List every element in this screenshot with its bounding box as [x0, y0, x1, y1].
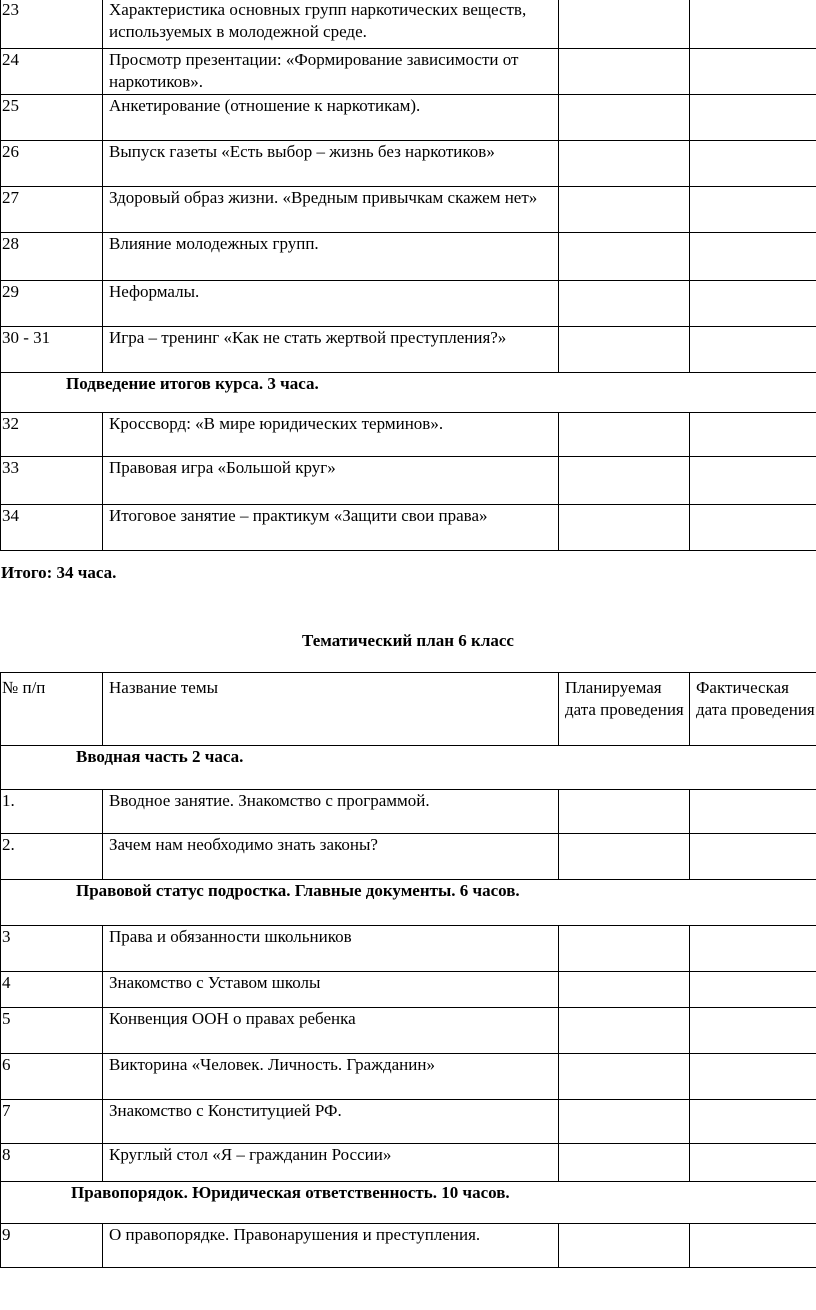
section-heading-row	[1, 1182, 816, 1224]
table-row	[1, 505, 816, 551]
total-hours: Итого: 34 часа.	[1, 563, 117, 582]
planned-date-cell	[559, 49, 690, 95]
table-row	[1, 95, 816, 141]
planned-date-cell	[559, 233, 690, 281]
lesson-number: 5	[1, 1008, 103, 1054]
lesson-plan-table-body	[1, 0, 816, 551]
lesson-topic: Выпуск газеты «Есть выбор – жизнь без наркотиков»	[103, 141, 559, 187]
actual-date-cell	[690, 187, 816, 233]
table-row	[1, 972, 816, 1008]
actual-date-cell	[690, 790, 816, 834]
lesson-number: 27	[1, 187, 103, 233]
planned-date-cell	[559, 790, 690, 834]
table-row	[1, 141, 816, 187]
lesson-topic: Конвенция ООН о правах ребенка	[103, 1008, 559, 1054]
lesson-topic: О правопорядке. Правонарушения и преступления.	[103, 1224, 559, 1268]
lesson-number: 30 - 31	[1, 327, 103, 373]
actual-date-cell	[690, 457, 816, 505]
section-heading: Правовой статус подростка. Главные документы. 6 часов.	[1, 880, 816, 926]
lesson-number: 29	[1, 281, 103, 327]
table-row	[1, 327, 816, 373]
table-row	[1, 281, 816, 327]
actual-date-cell	[690, 1144, 816, 1182]
table-row	[1, 49, 816, 95]
lesson-number: 1.	[1, 790, 103, 834]
section-heading: Подведение итогов курса. 3 часа.	[1, 373, 816, 413]
actual-date-cell	[690, 505, 816, 551]
table-row	[1, 1054, 816, 1100]
lesson-number: 8	[1, 1144, 103, 1182]
table-row	[1, 1008, 816, 1054]
table-row	[1, 790, 816, 834]
planned-date-cell	[559, 1008, 690, 1054]
section-heading-row	[1, 373, 816, 413]
lesson-number: 2.	[1, 834, 103, 880]
actual-date-cell	[690, 972, 816, 1008]
section-heading: Правопорядок. Юридическая ответственность. 10 часов.	[1, 1182, 816, 1224]
planned-date-cell	[559, 413, 690, 457]
plan-title: Тематический план 6 класс	[302, 631, 514, 650]
table-row	[1, 413, 816, 457]
lesson-topic: Анкетирование (отношение к наркотикам).	[103, 95, 559, 141]
table-header-row	[1, 673, 816, 746]
planned-date-cell	[559, 1224, 690, 1268]
table-row	[1, 1144, 816, 1182]
lesson-number: 6	[1, 1054, 103, 1100]
actual-date-cell	[690, 1054, 816, 1100]
section-heading: Вводная часть 2 часа.	[1, 746, 816, 790]
actual-date-cell	[690, 49, 816, 95]
actual-date-cell	[690, 233, 816, 281]
lesson-topic: Зачем нам необходимо знать законы?	[103, 834, 559, 880]
table-row	[1, 1100, 816, 1144]
actual-date-cell	[690, 834, 816, 880]
actual-date-cell	[690, 1224, 816, 1268]
header-topic: Название темы	[103, 673, 559, 746]
actual-date-cell	[690, 95, 816, 141]
table-row	[1, 457, 816, 505]
table-row	[1, 834, 816, 880]
lesson-topic: Права и обязанности школьников	[103, 926, 559, 972]
planned-date-cell	[559, 1054, 690, 1100]
lesson-plan-table-continued	[0, 0, 816, 551]
lesson-topic: Характеристика основных групп наркотических веществ, используемых в молодежной среде.	[103, 0, 559, 49]
actual-date-cell	[690, 281, 816, 327]
lesson-number: 33	[1, 457, 103, 505]
planned-date-cell	[559, 834, 690, 880]
planned-date-cell	[559, 141, 690, 187]
header-actual-date: Фактическая дата проведения	[690, 673, 816, 746]
lesson-number: 32	[1, 413, 103, 457]
planned-date-cell	[559, 187, 690, 233]
actual-date-cell	[690, 0, 816, 49]
lesson-number: 9	[1, 1224, 103, 1268]
planned-date-cell	[559, 1100, 690, 1144]
lesson-number: 4	[1, 972, 103, 1008]
section-heading-row	[1, 746, 816, 790]
actual-date-cell	[690, 327, 816, 373]
lesson-topic: Просмотр презентации: «Формирование зависимости от наркотиков».	[103, 49, 559, 95]
table-row	[1, 926, 816, 972]
lesson-topic: Знакомство с Конституцией РФ.	[103, 1100, 559, 1144]
planned-date-cell	[559, 505, 690, 551]
planned-date-cell	[559, 457, 690, 505]
actual-date-cell	[690, 413, 816, 457]
planned-date-cell	[559, 281, 690, 327]
lesson-number: 7	[1, 1100, 103, 1144]
planned-date-cell	[559, 0, 690, 49]
lesson-number: 23	[1, 0, 103, 49]
lesson-number: 25	[1, 95, 103, 141]
planned-date-cell	[559, 95, 690, 141]
lesson-topic: Здоровый образ жизни. «Вредным привычкам скажем нет»	[103, 187, 559, 233]
lesson-topic: Круглый стол «Я – гражданин России»	[103, 1144, 559, 1182]
lesson-topic: Викторина «Человек. Личность. Гражданин»	[103, 1054, 559, 1100]
lesson-number: 28	[1, 233, 103, 281]
table-row	[1, 187, 816, 233]
table-row	[1, 0, 816, 49]
actual-date-cell	[690, 1008, 816, 1054]
table-row	[1, 233, 816, 281]
actual-date-cell	[690, 141, 816, 187]
lesson-topic: Вводное занятие. Знакомство с программой.	[103, 790, 559, 834]
planned-date-cell	[559, 972, 690, 1008]
lesson-number: 24	[1, 49, 103, 95]
thematic-plan-table-body	[1, 746, 816, 1268]
lesson-topic: Влияние молодежных групп.	[103, 233, 559, 281]
header-planned-date: Планируемая дата проведения	[559, 673, 690, 746]
thematic-plan-table	[0, 672, 816, 1268]
lesson-topic: Игра – тренинг «Как не стать жертвой преступления?»	[103, 327, 559, 373]
actual-date-cell	[690, 1100, 816, 1144]
table-row	[1, 1224, 816, 1268]
lesson-topic: Неформалы.	[103, 281, 559, 327]
lesson-topic: Знакомство с Уставом школы	[103, 972, 559, 1008]
lesson-topic: Кроссворд: «В мире юридических терминов».	[103, 413, 559, 457]
lesson-number: 26	[1, 141, 103, 187]
planned-date-cell	[559, 327, 690, 373]
lesson-topic: Правовая игра «Большой круг»	[103, 457, 559, 505]
lesson-number: 3	[1, 926, 103, 972]
lesson-number: 34	[1, 505, 103, 551]
lesson-topic: Итоговое занятие – практикум «Защити свои права»	[103, 505, 559, 551]
header-number: № п/п	[1, 673, 103, 746]
planned-date-cell	[559, 1144, 690, 1182]
actual-date-cell	[690, 926, 816, 972]
planned-date-cell	[559, 926, 690, 972]
section-heading-row	[1, 880, 816, 926]
